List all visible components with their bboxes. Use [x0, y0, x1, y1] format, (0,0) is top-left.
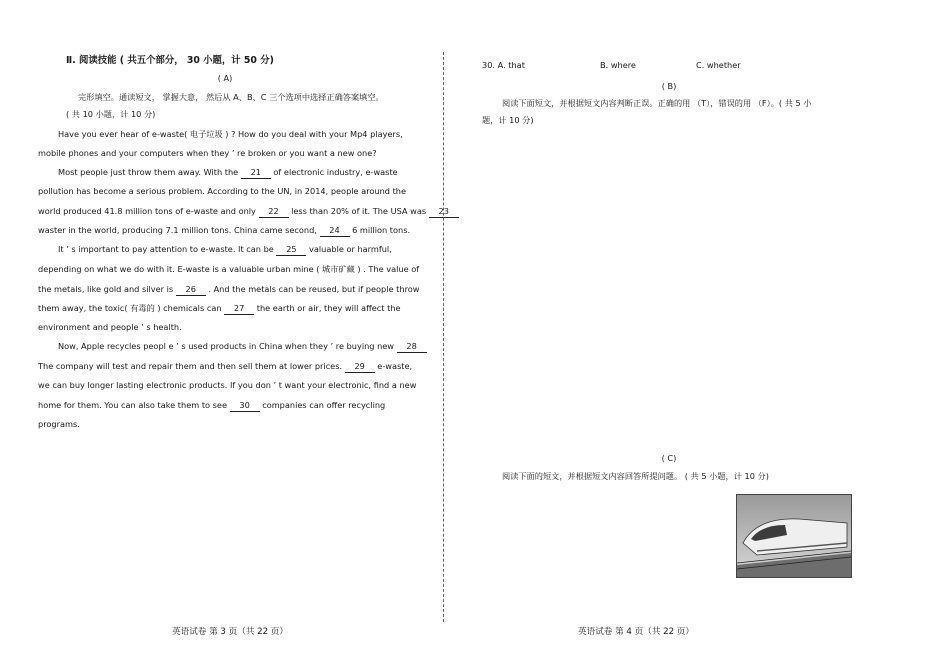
- part-b-label: ( B): [661, 81, 677, 91]
- train-photo: [736, 494, 852, 578]
- cloze-text: of electronic industry, e-waste: [270, 167, 398, 177]
- cloze-text: depending on what we do with it. E-waste is a valuable urban mine ( 城市矿藏 ) . The value of: [38, 264, 420, 274]
- cloze-text: re broken or you want a new one?: [234, 148, 377, 158]
- part-a-instruction: 完形填空。通读短文， 掌握大意， 然后从 A、B、C 三个选项中选择正确答案填空。: [78, 92, 384, 102]
- option-30-a: 30. A. that: [482, 60, 525, 70]
- cloze-line: [38, 419, 80, 430]
- answer-blank: 24: [320, 225, 350, 237]
- page-divider: [443, 52, 444, 622]
- cloze-line: [38, 148, 377, 159]
- cloze-text: them away, the toxic( 有毒的 ) chemicals can: [38, 303, 225, 313]
- part-c-instruction: 阅读下面的短文，并根据短文内容回答所提问题。 ( 共 5 小题，计 10 分): [502, 471, 769, 481]
- cloze-text: ’: [330, 341, 334, 351]
- cloze-text: Now, Apple recycles peopl e ’ s used products in China when they: [58, 341, 331, 351]
- part-b-instruction-2: 题，计 10 分): [482, 115, 534, 125]
- cloze-text: ’: [273, 380, 277, 390]
- answer-blank: 27: [224, 303, 254, 315]
- answer-blank: 28: [397, 341, 427, 353]
- cloze-line: [38, 380, 416, 391]
- cloze-text: less than 20% of it. The USA was: [288, 206, 429, 216]
- cloze-text: It ’ s important to pay attention to e-waste. It can be: [58, 244, 277, 254]
- cloze-line: [58, 244, 392, 256]
- cloze-line: [38, 225, 410, 237]
- cloze-text: pollution has become a serious problem. According to the UN, in 2014, people around the: [38, 186, 407, 196]
- cloze-line: [58, 129, 403, 140]
- part-b-instruction: 阅读下面短文，并根据短文内容判断正误。正确的用 （T），错误的用 （F）。( 共 5 小: [502, 98, 812, 108]
- cloze-line: [38, 284, 419, 296]
- cloze-text: ’: [231, 148, 235, 158]
- section-title: Ⅱ. 阅读技能 ( 共五个部分， 30 小题，计 50 分): [66, 55, 274, 66]
- option-30-b: B. where: [600, 60, 636, 70]
- answer-blank: 29: [345, 361, 375, 373]
- cloze-text: 6 million tons.: [349, 225, 411, 235]
- answer-blank: 22: [259, 206, 289, 218]
- cloze-text: valuable or harmful,: [306, 244, 392, 254]
- cloze-line: [38, 206, 459, 218]
- cloze-text: environment and people: [38, 322, 142, 332]
- cloze-line: [38, 361, 412, 373]
- cloze-text: . And the metals can be reused, but if people throw: [205, 284, 420, 294]
- cloze-text: the metals, like gold and silver is: [38, 284, 176, 294]
- part-a-instruction-2: ( 共 10 小题，计 10 分): [66, 109, 156, 119]
- cloze-line: [38, 303, 401, 315]
- answer-blank: 23: [429, 206, 459, 218]
- cloze-line: [38, 186, 406, 197]
- option-30-c: C. whether: [696, 60, 741, 70]
- cloze-text: home for them. You can also take them to see: [38, 400, 230, 410]
- cloze-text: world produced 41.8 million tons of e-waste and only: [38, 206, 259, 216]
- cloze-text: e-waste,: [374, 361, 413, 371]
- cloze-text: s health.: [143, 322, 182, 332]
- cloze-line: [58, 341, 427, 353]
- cloze-text: mobile phones and your computers when they: [38, 148, 232, 158]
- cloze-text: programs.: [38, 419, 80, 429]
- answer-blank: 30: [230, 400, 260, 412]
- page-footer-left: 英语试卷 第 3 页（共 22 页）: [172, 627, 288, 637]
- high-speed-train-image: [737, 495, 851, 577]
- cloze-text: t want your electronic, find a new: [276, 380, 417, 390]
- cloze-text: companies can offer recycling: [259, 400, 386, 410]
- cloze-line: [58, 167, 398, 179]
- cloze-text: Most people just throw them away. With the: [58, 167, 241, 177]
- part-a-label: ( A): [217, 73, 233, 83]
- cloze-line: [38, 264, 419, 275]
- right-page: [452, 0, 950, 671]
- cloze-text: The company will test and repair them and then sell them at lower prices.: [38, 361, 345, 371]
- cloze-text: waster in the world, producing 7.1 million tons. China came second,: [38, 225, 320, 235]
- cloze-text: re buying new: [333, 341, 397, 351]
- cloze-line: [38, 322, 182, 333]
- cloze-text: Have you ever hear of e-waste( 电子垃圾 ) ? How do you deal with your Mp4 players,: [58, 129, 403, 139]
- page-footer-right: 英语试卷 第 4 页（共 22 页）: [578, 627, 694, 637]
- answer-blank: 26: [176, 284, 206, 296]
- cloze-text: ’: [141, 322, 144, 332]
- part-c-label: ( C): [661, 453, 677, 463]
- left-page: [0, 0, 450, 671]
- cloze-text: the earth or air, they will affect the: [254, 303, 401, 313]
- answer-blank: 21: [241, 167, 271, 179]
- answer-blank: 25: [276, 244, 306, 256]
- cloze-line: [38, 400, 385, 412]
- cloze-text: we can buy longer lasting electronic products. If you don: [38, 380, 274, 390]
